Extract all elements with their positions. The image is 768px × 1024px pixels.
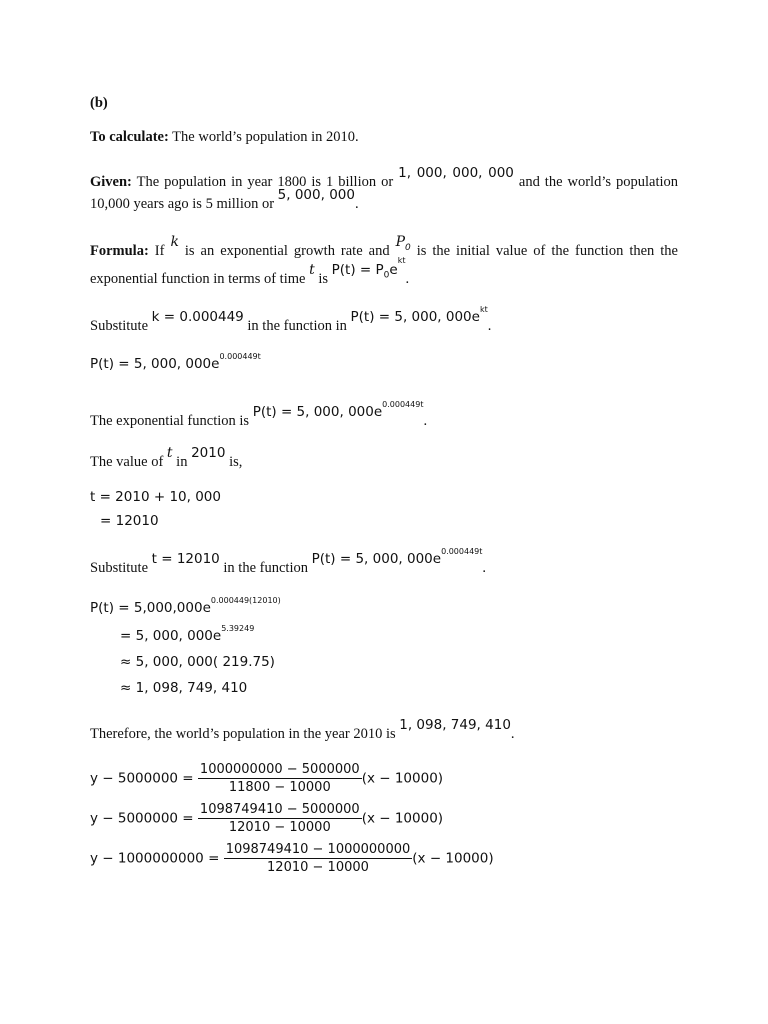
to-calculate xyxy=(90,129,359,146)
formula-paragraph: Formula: If k is an exponential growth rate and $P_0$ is the initial value of the function then the exponential function in terms of time t is $P(t) = P_0e^{kt}$. xyxy=(90,234,678,287)
given-label: Given: xyxy=(90,174,132,190)
line-equation-1: y − 5000000 = $\frac{1000000000 - 5000000}{11800 - 10000}$ (x − 10000) xyxy=(90,762,444,795)
calc-line2: = 5, 000, $000e^{5.39249}$ xyxy=(120,624,255,644)
to-calculate-label: To calculate: xyxy=(90,129,169,145)
calc-line4: ≈ 1, 098, 749, 410 xyxy=(120,680,248,696)
k-value: k = 0.000449 xyxy=(151,309,244,325)
substitute-k: Substitute k = 0.000449 in the function in P(t) = 5, 000, $000e^{kt}$. xyxy=(90,305,492,334)
t-calculation-line2: = 12010 xyxy=(100,513,159,529)
line-equation-3: y − 1000000000 = $\frac{1098749410 - 1000000000}{12010 - 10000}$ (x − 10000) xyxy=(90,842,494,875)
given-value-billion: 1, 000, 000, 000 xyxy=(398,165,514,181)
line-equation-2: y − 5000000 = $\frac{1098749410 - 5000000}{12010 - 10000}$ (x − 10000) xyxy=(90,802,444,835)
population-function: P(t) = 5, 000, $000e^{0.000449t}$ xyxy=(90,352,261,372)
substitute-t: Substitute t = 12010 in the function P(t) = 5, 000, $000e^{0.000449t}$. xyxy=(90,547,487,576)
value-of-t: The value of t in 2010 is, xyxy=(90,445,243,470)
therefore-statement: Therefore, the world’s population in the year 2010 is 1, 098, 749, 410. xyxy=(90,717,515,742)
formula-equation: $P(t) = P_0e^{kt}$ xyxy=(331,255,406,281)
calc-line3: ≈ 5, 000, 000( 219.75) xyxy=(120,654,275,670)
given-paragraph: Given: The population in year 1800 is 1 billion or 1, 000, 000, 000 and the world’s population 10,000 years ago is 5 million or 5, 000, 000. xyxy=(90,165,679,213)
part-label: (b) xyxy=(90,95,108,111)
final-population: 1, 098, 749, 410 xyxy=(399,717,511,733)
calc-line1: $P(t) = 5,000,000e^{0.000449(12010)}$ xyxy=(90,596,281,616)
to-calculate-text: The world’s population in 2010. xyxy=(168,129,359,145)
given-value-million: 5, 000, 000 xyxy=(277,187,355,204)
exponential-function-statement: The exponential function is P(t) = 5, 000, $000e^{0.000449t}$. xyxy=(90,400,428,429)
t-calculation-line1: t = 2010 + 10, 000 xyxy=(90,489,221,505)
formula-label: Formula: xyxy=(90,243,149,259)
